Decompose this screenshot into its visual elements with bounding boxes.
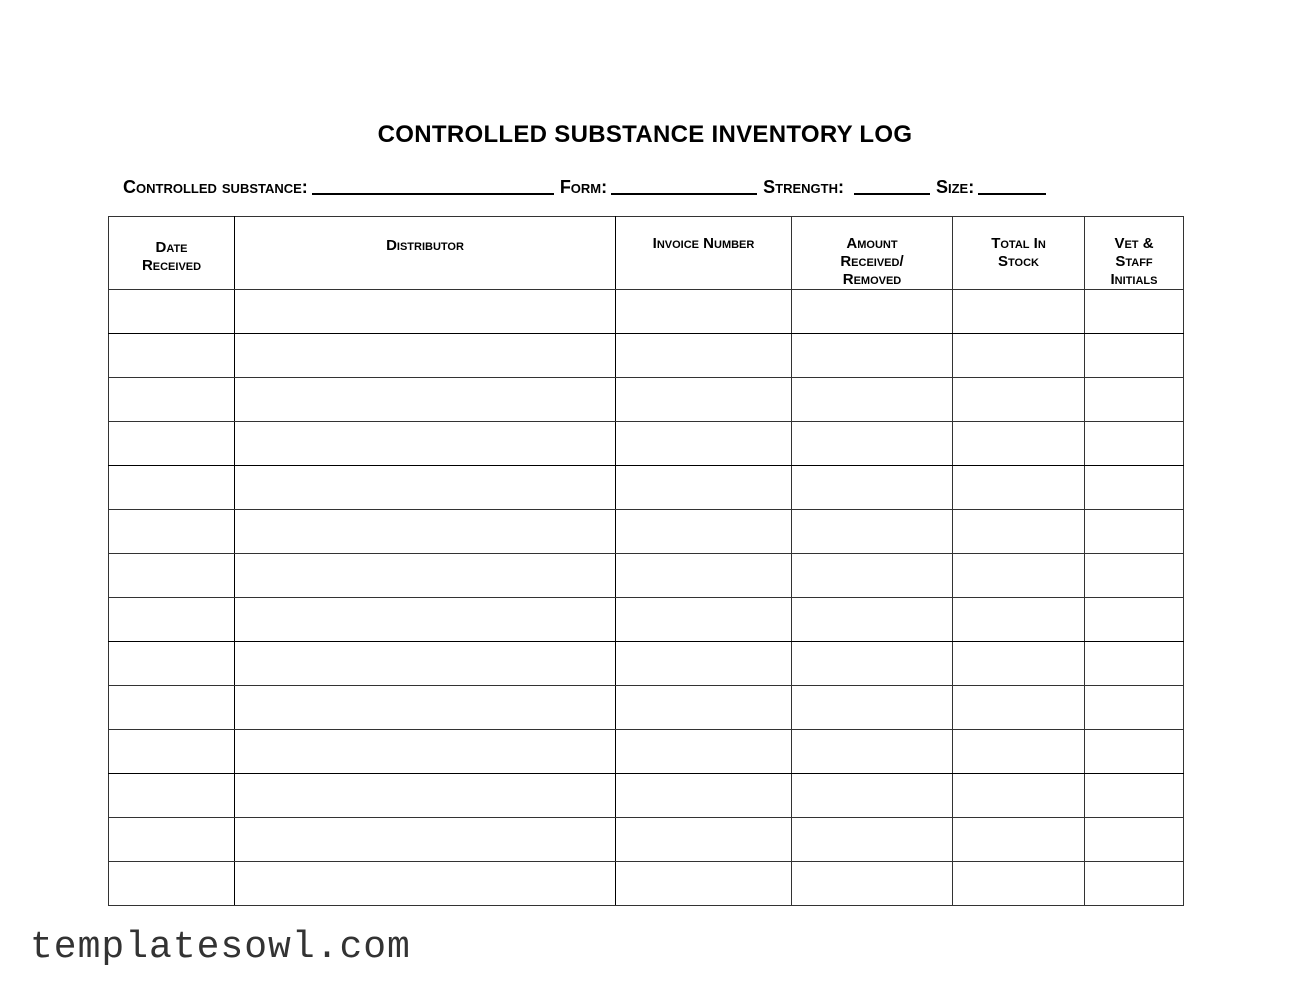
invoice-cell[interactable] [616, 422, 792, 466]
amount-cell[interactable] [792, 862, 953, 906]
total-cell[interactable] [953, 774, 1085, 818]
header-date-line-2: Received [141, 257, 202, 274]
table-body [109, 290, 1184, 906]
total-cell[interactable] [953, 334, 1085, 378]
table-row [109, 598, 1184, 642]
amount-cell[interactable] [792, 774, 953, 818]
table-row [109, 862, 1184, 906]
distributor-cell[interactable] [235, 730, 616, 774]
distributor-cell[interactable] [235, 598, 616, 642]
distributor-cell[interactable] [235, 422, 616, 466]
amount-cell[interactable] [792, 422, 953, 466]
amount-cell[interactable] [792, 334, 953, 378]
invoice-cell[interactable] [616, 642, 792, 686]
table-header-row [109, 217, 1184, 290]
distributor-cell[interactable] [235, 686, 616, 730]
amount-cell[interactable] [792, 378, 953, 422]
invoice-cell[interactable] [616, 598, 792, 642]
amount-cell[interactable] [792, 642, 953, 686]
invoice-cell[interactable] [616, 510, 792, 554]
date-cell[interactable] [109, 862, 235, 906]
invoice-cell[interactable] [616, 862, 792, 906]
header-date-received [109, 217, 235, 290]
total-cell[interactable] [953, 862, 1085, 906]
header-initials-line-1: Vet & [1114, 235, 1154, 252]
substance-field[interactable] [312, 175, 554, 195]
initials-cell[interactable] [1085, 730, 1184, 774]
distributor-cell[interactable] [235, 510, 616, 554]
initials-cell[interactable] [1085, 642, 1184, 686]
total-cell[interactable] [953, 598, 1085, 642]
initials-cell[interactable] [1085, 290, 1184, 334]
table-row [109, 510, 1184, 554]
date-cell[interactable] [109, 334, 235, 378]
table-row [109, 774, 1184, 818]
invoice-cell[interactable] [616, 334, 792, 378]
header-total-line-1: Total In [991, 235, 1046, 252]
total-cell[interactable] [953, 686, 1085, 730]
date-cell[interactable] [109, 466, 235, 510]
size-label: Size: [935, 177, 975, 197]
inventory-log-table [108, 216, 1184, 906]
date-cell[interactable] [109, 598, 235, 642]
invoice-cell[interactable] [616, 466, 792, 510]
distributor-cell[interactable] [235, 862, 616, 906]
distributor-cell[interactable] [235, 334, 616, 378]
initials-cell[interactable] [1085, 774, 1184, 818]
invoice-cell[interactable] [616, 378, 792, 422]
size-field[interactable] [978, 175, 1046, 195]
table-row [109, 730, 1184, 774]
header-distributor-line-1: Distributor [386, 237, 464, 254]
invoice-cell[interactable] [616, 686, 792, 730]
header-amount-line-1: Amount [846, 235, 898, 252]
date-cell[interactable] [109, 510, 235, 554]
amount-cell[interactable] [792, 510, 953, 554]
table-row [109, 686, 1184, 730]
invoice-cell[interactable] [616, 774, 792, 818]
watermark: templatesowl.com [30, 926, 411, 969]
initials-cell[interactable] [1085, 818, 1184, 862]
table-row [109, 554, 1184, 598]
date-cell[interactable] [109, 290, 235, 334]
table-row [109, 378, 1184, 422]
date-cell[interactable] [109, 686, 235, 730]
invoice-cell[interactable] [616, 290, 792, 334]
distributor-cell[interactable] [235, 554, 616, 598]
form-label: Form: [559, 177, 608, 197]
amount-cell[interactable] [792, 290, 953, 334]
total-cell[interactable] [953, 554, 1085, 598]
table-row [109, 642, 1184, 686]
initials-cell[interactable] [1085, 686, 1184, 730]
table-row [109, 290, 1184, 334]
date-cell[interactable] [109, 730, 235, 774]
initials-cell[interactable] [1085, 862, 1184, 906]
header-amount-line-3: Removed [842, 271, 902, 288]
table-row [109, 422, 1184, 466]
header-initials [1085, 217, 1184, 290]
initials-cell[interactable] [1085, 510, 1184, 554]
table-row [109, 466, 1184, 510]
initials-cell[interactable] [1085, 598, 1184, 642]
amount-cell[interactable] [792, 818, 953, 862]
header-initials-line-3: Initials [1110, 271, 1158, 288]
date-cell[interactable] [109, 554, 235, 598]
strength-field[interactable] [854, 175, 930, 195]
amount-cell[interactable] [792, 686, 953, 730]
distributor-cell[interactable] [235, 290, 616, 334]
amount-cell[interactable] [792, 730, 953, 774]
header-fields [123, 172, 1183, 198]
distributor-cell[interactable] [235, 378, 616, 422]
total-cell[interactable] [953, 378, 1085, 422]
invoice-cell[interactable] [616, 730, 792, 774]
header-invoice-line-1: Invoice Number [652, 235, 755, 252]
total-cell[interactable] [953, 422, 1085, 466]
header-initials-line-2: Staff [1115, 253, 1153, 270]
total-cell[interactable] [953, 510, 1085, 554]
date-cell[interactable] [109, 378, 235, 422]
total-cell[interactable] [953, 290, 1085, 334]
table-row [109, 334, 1184, 378]
header-total-line-2: Stock [998, 253, 1039, 270]
strength-label: Strength: [763, 177, 844, 197]
initials-cell[interactable] [1085, 554, 1184, 598]
initials-cell[interactable] [1085, 422, 1184, 466]
initials-cell[interactable] [1085, 466, 1184, 510]
distributor-cell[interactable] [235, 818, 616, 862]
date-cell[interactable] [109, 422, 235, 466]
distributor-cell[interactable] [235, 466, 616, 510]
amount-cell[interactable] [792, 598, 953, 642]
distributor-cell[interactable] [235, 642, 616, 686]
invoice-cell[interactable] [616, 818, 792, 862]
header-amount [792, 217, 953, 290]
initials-cell[interactable] [1085, 378, 1184, 422]
header-total-in-stock [953, 217, 1085, 290]
page-title: CONTROLLED SUBSTANCE INVENTORY LOG [377, 121, 913, 148]
header-invoice-number [616, 217, 792, 290]
header-amount-line-2: Received/ [840, 253, 904, 270]
substance-label: Controlled substance: [123, 177, 308, 197]
total-cell[interactable] [953, 642, 1085, 686]
date-cell[interactable] [109, 774, 235, 818]
invoice-cell[interactable] [616, 554, 792, 598]
form-field[interactable] [611, 175, 757, 195]
header-distributor [235, 217, 616, 290]
amount-cell[interactable] [792, 554, 953, 598]
header-date-line-1: Date [155, 239, 188, 256]
total-cell[interactable] [953, 818, 1085, 862]
total-cell[interactable] [953, 730, 1085, 774]
total-cell[interactable] [953, 466, 1085, 510]
date-cell[interactable] [109, 818, 235, 862]
table-row [109, 818, 1184, 862]
distributor-cell[interactable] [235, 774, 616, 818]
date-cell[interactable] [109, 642, 235, 686]
amount-cell[interactable] [792, 466, 953, 510]
initials-cell[interactable] [1085, 334, 1184, 378]
